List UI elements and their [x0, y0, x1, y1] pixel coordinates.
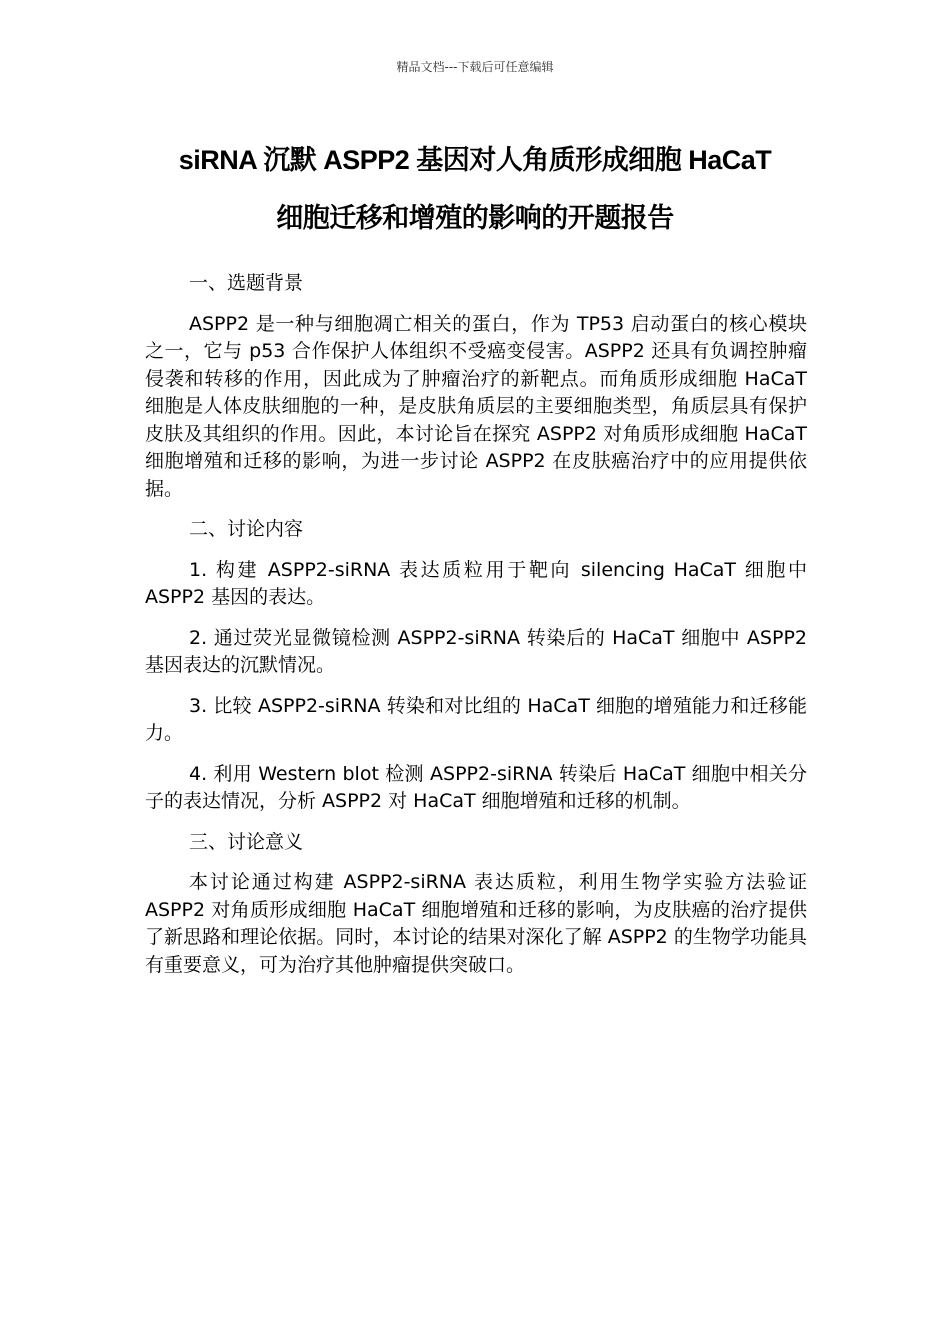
- section-heading-content: 二、讨论内容: [189, 518, 304, 540]
- list-item-content-1: 1. 构建 ASPP2-siRNA 表达质粒用于靶向 silencing HaCaT 细胞中 ASPP2 基因的表达。: [145, 558, 807, 608]
- list-item-content-2: 2. 通过荧光显微镜检测 ASPP2-siRNA 转染后的 HaCaT 细胞中 ASPP2 基因表达的沉默情况。: [145, 626, 807, 676]
- paragraph-background: ASPP2 是一种与细胞凋亡相关的蛋白，作为 TP53 启动蛋白的核心模块之一，它与 p53 合作保护人体组织不受癌变侵害。ASPP2 还具有负调控肿瘤侵袭和转移的作用，因此成为了肿瘤治疗的新靶点。而角质形成细胞 HaCaT 细胞是人体皮肤细胞的一种，是皮肤角质层的主要细胞类型，角质层具有保护皮肤及其组织的作用。因此，本讨论旨在探究 ASPP2 对角质形成细胞 HaCaT 细胞增殖和迁移的影响，为进一步讨论 ASPP2 在皮肤癌治疗中的应用提供依据。: [145, 312, 807, 500]
- section-heading-background: 一、选题背景: [189, 272, 304, 294]
- document-title-line1: siRNA 沉默 ASPP2 基因对人角质形成细胞 HaCaT: [178, 145, 772, 175]
- header-note: 精品文档---下载后可任意编辑: [396, 60, 554, 74]
- document-title-line2: 细胞迁移和增殖的影响的开题报告: [276, 203, 674, 233]
- section-heading-significance: 三、讨论意义: [189, 830, 304, 853]
- paragraph-significance: 本讨论通过构建 ASPP2-siRNA 表达质粒，利用生物学实验方法验证 ASPP2 对角质形成细胞 HaCaT 细胞增殖和迁移的影响，为皮肤癌的治疗提供了新思路和理论依据。同时，本讨论的结果对深化了解 ASPP2 的生物学功能具有重要意义，可为治疗其他肿瘤提供突破口。: [145, 871, 807, 976]
- list-item-content-3: 3. 比较 ASPP2-siRNA 转染和对比组的 HaCaT 细胞的增殖能力和迁移能力。: [145, 694, 807, 744]
- list-item-content-4: 4. 利用 Western blot 检测 ASPP2-siRNA 转染后 HaCaT 细胞中相关分子的表达情况，分析 ASPP2 对 HaCaT 细胞增殖和迁移的机制。: [145, 762, 807, 812]
- document-body: [145, 270, 807, 992]
